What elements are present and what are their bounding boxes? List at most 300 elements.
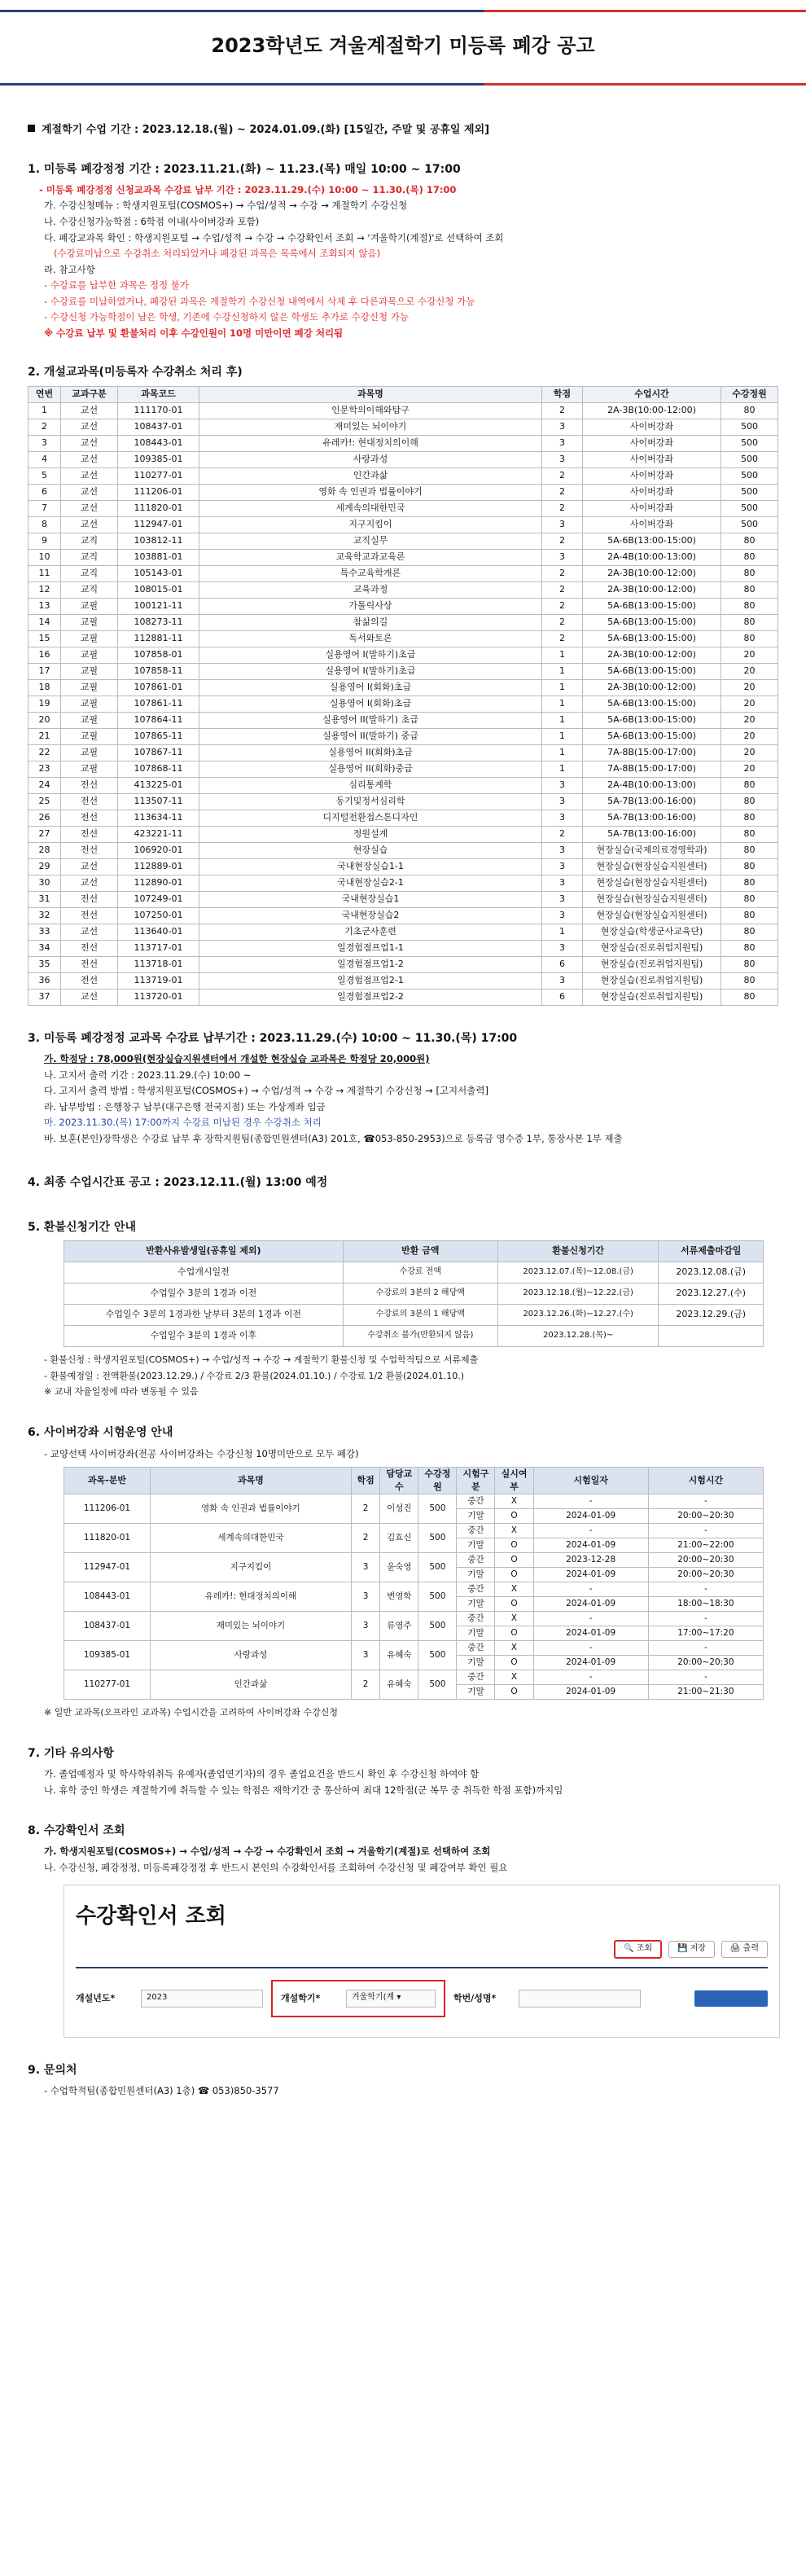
- table-cell: 29: [28, 858, 61, 875]
- table-cell: 특수교육학개론: [199, 565, 542, 581]
- table-row: [28, 516, 778, 533]
- table-cell: 실용영어 II(회화)중급: [199, 761, 542, 777]
- table-cell: 수업개시일전: [64, 1262, 344, 1283]
- table-cell: 30: [28, 875, 61, 891]
- table-cell: 500: [721, 516, 778, 533]
- table-cell: 2024-01-09: [533, 1655, 648, 1670]
- table-cell: 교선: [61, 500, 118, 516]
- section-5-heading: 5. 환불신청기간 안내: [28, 1220, 136, 1234]
- table-row: [28, 549, 778, 565]
- table-cell: 80: [721, 989, 778, 1005]
- table-cell: 111170-01: [118, 402, 199, 419]
- table-cell: 113720-01: [118, 989, 199, 1005]
- table-cell: 3: [542, 451, 583, 467]
- table-cell: 기말: [457, 1596, 495, 1611]
- table-row: [64, 1523, 764, 1538]
- table-cell: -: [533, 1670, 648, 1684]
- table-cell: 2023.12.08.(금): [659, 1262, 764, 1283]
- table-cell: 80: [721, 891, 778, 907]
- table-cell: 112881-11: [118, 630, 199, 647]
- table-cell: 108437-01: [64, 1611, 151, 1640]
- table-cell: 국내현장실습2-1: [199, 875, 542, 891]
- table-cell: 유혜숙: [380, 1670, 418, 1699]
- table-cell: 500: [418, 1494, 457, 1523]
- table-cell: 1: [542, 744, 583, 761]
- column-header: 과목명: [199, 386, 542, 402]
- table-cell: 사랑과성: [150, 1640, 351, 1670]
- search-button[interactable]: 🔍 조회: [614, 1940, 662, 1959]
- table-cell: 교직: [61, 581, 118, 598]
- print-button-label: 출력: [742, 1944, 759, 1954]
- section-2-heading: 2. 개설교과목(미등록자 수강취소 처리 후): [28, 366, 243, 380]
- table-cell: 5A-6B(13:00-15:00): [583, 663, 721, 679]
- table-cell: 사이버강좌: [583, 435, 721, 451]
- table-cell: 5A-6B(13:00-15:00): [583, 614, 721, 630]
- table-cell: -: [648, 1611, 763, 1626]
- table-cell: 19: [28, 696, 61, 712]
- table-cell: 실용영어 II(회화)초급: [199, 744, 542, 761]
- table-cell: 2023.12.29.(금): [659, 1304, 764, 1325]
- table-cell: 2023.12.27.(수): [659, 1283, 764, 1304]
- table-cell: 103881-01: [118, 549, 199, 565]
- table-cell: 20:00~20:30: [648, 1655, 763, 1670]
- table-cell: 3: [542, 842, 583, 858]
- table-cell: 5A-7B(13:00-16:00): [583, 810, 721, 826]
- table-cell: -: [533, 1640, 648, 1655]
- table-row: [64, 1304, 764, 1325]
- table-cell: 1: [28, 402, 61, 419]
- table-row: [28, 451, 778, 467]
- table-cell: O: [495, 1596, 533, 1611]
- lookup-button[interactable]: [694, 1990, 768, 2007]
- page-title: 2023학년도 겨울계절학기 미등록 폐강 공고: [211, 34, 595, 57]
- table-cell: 윤숙영: [380, 1552, 418, 1582]
- table-row: [64, 1670, 764, 1684]
- table-cell: 106920-01: [118, 842, 199, 858]
- table-row: [28, 663, 778, 679]
- table-row: [64, 1494, 764, 1508]
- table-cell: [659, 1325, 764, 1346]
- table-cell: 3: [542, 777, 583, 793]
- year-field[interactable]: 2023: [141, 1990, 263, 2008]
- table-cell: 일경험점프업2-2: [199, 989, 542, 1005]
- table-cell: 수강료의 3분의 2 해당액: [343, 1283, 497, 1304]
- text-line: 다. 고지서 출력 방법 : 학생지원포털(COSMOS+) → 수업/성적 → 수강 → 계절학기 수강신청 → [고지서출력]: [44, 1085, 488, 1097]
- table-cell: 인간과삶: [150, 1670, 351, 1699]
- table-cell: 실용영어 I(말하기)초급: [199, 647, 542, 663]
- table-row: [28, 484, 778, 500]
- table-cell: 28: [28, 842, 61, 858]
- table-cell: 2: [542, 467, 583, 484]
- table-row: [28, 402, 778, 419]
- table-row: [28, 989, 778, 1005]
- table-cell: 36: [28, 972, 61, 989]
- table-cell: 21:00~21:30: [648, 1684, 763, 1699]
- column-header: 환불신청기간: [497, 1240, 659, 1262]
- table-cell: 독서와토론: [199, 630, 542, 647]
- table-cell: 3: [542, 435, 583, 451]
- table-cell: 2A-3B(10:00-12:00): [583, 647, 721, 663]
- table-cell: 113718-01: [118, 956, 199, 972]
- table-cell: 107861-11: [118, 696, 199, 712]
- table-row: [28, 533, 778, 549]
- table-row: [28, 614, 778, 630]
- table-cell: -: [648, 1494, 763, 1508]
- table-cell: 수강료의 3분의 1 해당액: [343, 1304, 497, 1325]
- table-cell: 80: [721, 581, 778, 598]
- table-cell: 실용영어 I(회화)초급: [199, 696, 542, 712]
- table-cell: 5A-6B(13:00-15:00): [583, 696, 721, 712]
- table-cell: 교선: [61, 419, 118, 435]
- table-row: [28, 435, 778, 451]
- table-row: [28, 777, 778, 793]
- table-cell: 교직: [61, 565, 118, 581]
- table-cell: 10: [28, 549, 61, 565]
- table-cell: -: [648, 1640, 763, 1655]
- table-cell: 5A-6B(13:00-15:00): [583, 598, 721, 614]
- year-label: 개설년도*: [76, 1992, 116, 2003]
- table-row: [28, 940, 778, 956]
- table-cell: 103812-11: [118, 533, 199, 549]
- table-cell: 교육과정: [199, 581, 542, 598]
- table-cell: 교필: [61, 598, 118, 614]
- table-cell: 2023.12.26.(화)~12.27.(수): [497, 1304, 659, 1325]
- table-cell: 20: [28, 712, 61, 728]
- table-cell: 20: [721, 744, 778, 761]
- table-cell: 2: [352, 1670, 380, 1699]
- text-line: - 미등록 폐강정정 신청교과목 수강료 납부 기간 : 2023.11.29.(수) 10:00 ~ 11.30.(목) 17:00: [39, 183, 457, 195]
- table-cell: 2024-01-09: [533, 1508, 648, 1523]
- table-cell: 2: [542, 630, 583, 647]
- table-cell: 디지털전환접스톤디자인: [199, 810, 542, 826]
- table-cell: 기말: [457, 1538, 495, 1552]
- table-cell: 18: [28, 679, 61, 696]
- table-cell: 현장실습(진로취업지원팀): [583, 956, 721, 972]
- table-cell: X: [495, 1640, 533, 1655]
- table-cell: 11: [28, 565, 61, 581]
- table-cell: 사이버강좌: [583, 419, 721, 435]
- table-cell: 지구지킴이: [199, 516, 542, 533]
- section-9-heading: 9. 문의처: [28, 2063, 77, 2077]
- term-highlight-box: [271, 1980, 445, 2017]
- table-cell: 500: [721, 419, 778, 435]
- table-cell: 3: [352, 1582, 380, 1611]
- table-cell: 3: [28, 435, 61, 451]
- table-cell: 21:00~22:00: [648, 1538, 763, 1552]
- table-cell: 중간: [457, 1640, 495, 1655]
- table-cell: 2: [352, 1494, 380, 1523]
- table-cell: 24: [28, 777, 61, 793]
- column-header: 수강정원: [721, 386, 778, 402]
- table-cell: 16: [28, 647, 61, 663]
- save-button-label: 저장: [690, 1944, 706, 1954]
- table-cell: 1: [542, 761, 583, 777]
- column-header: 시험구분: [457, 1468, 495, 1494]
- table-row: [28, 924, 778, 940]
- table-cell: 112947-01: [64, 1552, 151, 1582]
- table-cell: 112890-01: [118, 875, 199, 891]
- table-cell: 20: [721, 761, 778, 777]
- text-line: 가. 졸업예정자 및 학사학위취득 유예자(졸업연기자)의 경우 졸업요건을 반드시 확인 후 수강신청 하여야 함: [44, 1768, 480, 1780]
- table-cell: 교선: [61, 451, 118, 467]
- table-cell: 1: [542, 663, 583, 679]
- table-cell: 17:00~17:20: [648, 1626, 763, 1640]
- table-cell: 500: [418, 1552, 457, 1582]
- print-button[interactable]: 🖨 출력: [721, 1941, 768, 1958]
- column-header: 수강정원: [418, 1468, 457, 1494]
- column-header: 학점: [352, 1468, 380, 1494]
- table-cell: 423221-11: [118, 826, 199, 842]
- table-cell: 80: [721, 614, 778, 630]
- table-cell: 현장실습(현장실습지원센터): [583, 875, 721, 891]
- table-cell: 108273-11: [118, 614, 199, 630]
- table-cell: 전선: [61, 940, 118, 956]
- column-header: 연번: [28, 386, 61, 402]
- table-cell: 20: [721, 679, 778, 696]
- table-cell: 영화 속 인권과 법률이야기: [150, 1494, 351, 1523]
- table-row: [28, 842, 778, 858]
- column-header: 서류제출마감일: [659, 1240, 764, 1262]
- table-cell: 3: [352, 1640, 380, 1670]
- table-cell: 국내현장실습1: [199, 891, 542, 907]
- table-cell: 2024-01-09: [533, 1626, 648, 1640]
- table-cell: 5A-6B(13:00-15:00): [583, 533, 721, 549]
- table-cell: 교육학교과교육론: [199, 549, 542, 565]
- table-cell: 14: [28, 614, 61, 630]
- table-cell: 107867-11: [118, 744, 199, 761]
- table-cell: 교선: [61, 484, 118, 500]
- table-cell: 교필: [61, 712, 118, 728]
- section-8-lines: [28, 1844, 778, 1876]
- section-1-lines: [28, 182, 778, 341]
- text-line: 가. 수강신청메뉴 : 학생지원포털(COSMOS+) → 수업/성적 → 수강 → 계절학기 수강신청: [44, 200, 408, 212]
- table-cell: 20: [721, 728, 778, 744]
- table-cell: 15: [28, 630, 61, 647]
- table-cell: 5A-7B(13:00-16:00): [583, 826, 721, 842]
- note-line: ※ 교내 자율일정에 따라 변동될 수 있음: [44, 1386, 199, 1398]
- table-cell: -: [648, 1670, 763, 1684]
- table-cell: 3: [542, 940, 583, 956]
- title-bottom-bar: [0, 83, 806, 86]
- table-row: [28, 810, 778, 826]
- table-row: [28, 647, 778, 663]
- table-cell: 교선: [61, 467, 118, 484]
- table-row: [28, 581, 778, 598]
- table-cell: 세계속의대한민국: [199, 500, 542, 516]
- table-row: [28, 744, 778, 761]
- table-cell: 중간: [457, 1494, 495, 1508]
- table-cell: 2: [542, 533, 583, 549]
- table-cell: 80: [721, 826, 778, 842]
- section-6-sub: - 교양선택 사이버강좌(전공 사이버강좌는 수강신청 10명미만으로 모두 폐강): [44, 1447, 359, 1459]
- table-cell: X: [495, 1494, 533, 1508]
- table-cell: 유혜숙: [380, 1640, 418, 1670]
- table-cell: 1: [542, 924, 583, 940]
- table-row: [28, 793, 778, 810]
- table-cell: 107858-11: [118, 663, 199, 679]
- table-cell: 유레카!: 현대정치의이해: [199, 435, 542, 451]
- table-cell: 8: [28, 516, 61, 533]
- table-cell: 1: [542, 712, 583, 728]
- column-header: 과목-분반: [64, 1468, 151, 1494]
- table-cell: 1: [542, 679, 583, 696]
- table-cell: 80: [721, 972, 778, 989]
- table-cell: 김효신: [380, 1523, 418, 1552]
- text-line: 나. 고지서 출력 기간 : 2023.11.29.(수) 10:00 ~: [44, 1069, 252, 1081]
- table-cell: 110277-01: [64, 1670, 151, 1699]
- table-cell: 109385-01: [118, 451, 199, 467]
- column-header: 반환 금액: [343, 1240, 497, 1262]
- table-cell: 2023.12.07.(목)~12.08.(금): [497, 1262, 659, 1283]
- table-cell: 7A-8B(15:00-17:00): [583, 744, 721, 761]
- table-cell: 3: [542, 419, 583, 435]
- table-cell: 수업일수 3분의 1경과 이전: [64, 1283, 344, 1304]
- table-cell: 9: [28, 533, 61, 549]
- table-cell: 3: [352, 1552, 380, 1582]
- table-cell: 5: [28, 467, 61, 484]
- table-cell: 2024-01-09: [533, 1538, 648, 1552]
- text-line: 가. 학생지원포털(COSMOS+) → 수업/성적 → 수강 → 수강확인서 조회 → 겨울학기(계절)로 선택하여 조회: [44, 1845, 491, 1858]
- text-line: 라. 참고사항: [44, 263, 95, 275]
- column-header: 시험시간: [648, 1468, 763, 1494]
- table-cell: 5A-6B(13:00-15:00): [583, 712, 721, 728]
- section-7-lines: [28, 1766, 778, 1798]
- table-cell: 전선: [61, 972, 118, 989]
- table-cell: 3: [542, 793, 583, 810]
- table-cell: 80: [721, 793, 778, 810]
- table-row: [28, 891, 778, 907]
- section-4-heading: 4. 최종 수업시간표 공고 : 2023.12.11.(월) 13:00 예정: [28, 1176, 328, 1190]
- save-button[interactable]: 💾 저장: [668, 1941, 715, 1958]
- table-cell: 사이버강좌: [583, 467, 721, 484]
- table-cell: O: [495, 1538, 533, 1552]
- table-cell: 사랑과성: [199, 451, 542, 467]
- table-cell: 111206-01: [118, 484, 199, 500]
- table-cell: 지구지킴이: [150, 1552, 351, 1582]
- table-row: [28, 956, 778, 972]
- term-select[interactable]: 겨울학기(계 ▾: [346, 1990, 436, 2008]
- table-row: [28, 875, 778, 891]
- search-button-label: 조회: [636, 1944, 653, 1954]
- table-row: [28, 907, 778, 924]
- table-cell: O: [495, 1567, 533, 1582]
- table-cell: X: [495, 1582, 533, 1596]
- table-cell: 7: [28, 500, 61, 516]
- table-cell: 17: [28, 663, 61, 679]
- table-cell: 20: [721, 696, 778, 712]
- table-cell: 기말: [457, 1626, 495, 1640]
- table-cell: 전선: [61, 793, 118, 810]
- table-cell: 기말: [457, 1508, 495, 1523]
- table-cell: 500: [418, 1640, 457, 1670]
- table-cell: 인간과삶: [199, 467, 542, 484]
- table-cell: 108443-01: [118, 435, 199, 451]
- table-cell: 재미있는 뇌이야기: [150, 1611, 351, 1640]
- table-cell: 20: [721, 647, 778, 663]
- table-row: [28, 419, 778, 435]
- text-line: - 수강료를 미납하였거나, 폐강된 과목은 계절학기 수강신청 내역에서 삭제 후 다른과목으로 수강신청 가능: [44, 295, 475, 307]
- table-cell: 현장실습(진로취업지원팀): [583, 989, 721, 1005]
- refund-table: [64, 1240, 764, 1347]
- table-row: [28, 500, 778, 516]
- table-cell: 108443-01: [64, 1582, 151, 1611]
- table-row: [28, 565, 778, 581]
- table-cell: 2: [542, 565, 583, 581]
- table-cell: 일경험점프업2-1: [199, 972, 542, 989]
- note-line: - 환불예정일 : 전액환불(2023.12.29.) / 수강료 2/3 환불(2024.01.10.) / 수강료 1/2 환불(2024.01.10.): [44, 1370, 465, 1381]
- table-row: [28, 858, 778, 875]
- column-header: 과목명: [150, 1468, 351, 1494]
- table-cell: 수업일수 3분의 1경과한 날부터 3분의 1경과 이전: [64, 1304, 344, 1325]
- table-row: [64, 1283, 764, 1304]
- table-cell: 413225-01: [118, 777, 199, 793]
- table-cell: -: [648, 1523, 763, 1538]
- confirmation-screenshot: [64, 1885, 780, 2038]
- table-row: [28, 696, 778, 712]
- column-header: 반환사유발생일(공휴일 제외): [64, 1240, 344, 1262]
- table-cell: 3: [542, 972, 583, 989]
- table-cell: 12: [28, 581, 61, 598]
- refund-notes: [28, 1352, 778, 1400]
- table-cell: 2023-12-28: [533, 1552, 648, 1567]
- table-cell: 80: [721, 924, 778, 940]
- table-cell: 전선: [61, 826, 118, 842]
- table-cell: 중간: [457, 1523, 495, 1538]
- table-cell: 107865-11: [118, 728, 199, 744]
- table-cell: 80: [721, 907, 778, 924]
- table-cell: 교직: [61, 549, 118, 565]
- table-cell: 2: [542, 500, 583, 516]
- table-cell: O: [495, 1655, 533, 1670]
- student-id-field[interactable]: [519, 1990, 641, 2008]
- text-line: 다. 폐강교과목 확인 : 학생지원포털 → 수업/성적 → 수강 → 수강확인서 조회 → '겨울학기(계절)'로 선택하여 조회: [44, 231, 504, 244]
- table-cell: 107861-01: [118, 679, 199, 696]
- table-cell: 2: [542, 614, 583, 630]
- table-cell: 112947-01: [118, 516, 199, 533]
- table-cell: 교선: [61, 989, 118, 1005]
- table-cell: 37: [28, 989, 61, 1005]
- table-cell: 교직실무: [199, 533, 542, 549]
- table-cell: 2A-3B(10:00-12:00): [583, 402, 721, 419]
- table-cell: 111820-01: [118, 500, 199, 516]
- table-cell: 3: [542, 516, 583, 533]
- table-cell: 2A-3B(10:00-12:00): [583, 581, 721, 598]
- table-cell: 2023.12.28.(목)~: [497, 1325, 659, 1346]
- table-cell: 105143-01: [118, 565, 199, 581]
- table-cell: 교필: [61, 761, 118, 777]
- table-cell: 2: [542, 826, 583, 842]
- table-cell: 인문학의이해와탐구: [199, 402, 542, 419]
- table-cell: 100121-11: [118, 598, 199, 614]
- table-cell: 80: [721, 598, 778, 614]
- table-cell: 2: [352, 1523, 380, 1552]
- section-7-heading: 7. 기타 유의사항: [28, 1746, 114, 1760]
- table-cell: 6: [28, 484, 61, 500]
- table-cell: 전선: [61, 777, 118, 793]
- column-header: 수업시간: [583, 386, 721, 402]
- table-cell: X: [495, 1523, 533, 1538]
- table-cell: 교필: [61, 663, 118, 679]
- table-cell: 일경험점프업1-1: [199, 940, 542, 956]
- table-row: [28, 712, 778, 728]
- table-cell: -: [533, 1582, 648, 1596]
- table-row: [28, 467, 778, 484]
- table-cell: 80: [721, 402, 778, 419]
- table-cell: 80: [721, 858, 778, 875]
- table-cell: 교선: [61, 435, 118, 451]
- section-3-heading: 3. 미등록 폐강정정 교과목 수강료 납부기간 : 2023.11.29.(수) 10:00 ~ 11.30.(목) 17:00: [28, 1031, 518, 1045]
- table-cell: 80: [721, 630, 778, 647]
